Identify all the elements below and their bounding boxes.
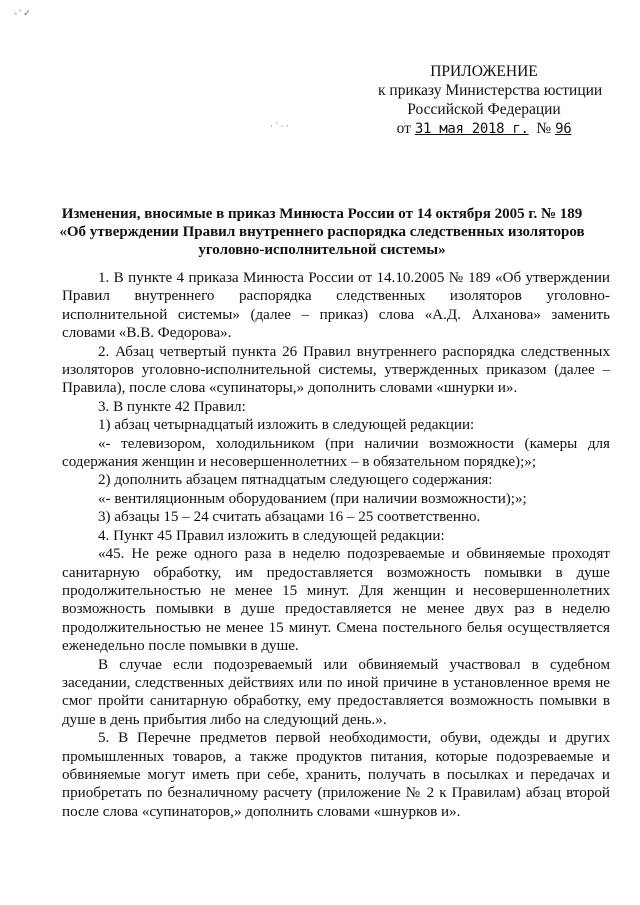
paragraph-quote-45: «45. Не реже одного раза в неделю подозреваемые и обвиняемые проходят санитарную обработку, им предоставляется возможность помывки в душе продолжительностью не менее 15 минут. Для женщин и несовершеннолетних возможность помывки в душе предоставляется не менее двух раз в неделю продолжительностью не менее 15 минут. Смена постельного белья осуществляется еженедельно после помывки в душе. (62, 546, 610, 655)
paragraph-item-4: 4. Пункт 45 Правил изложить в следующей редакции: (98, 527, 445, 544)
paragraph-sub-2: 2) дополнить абзацем пятнадцатым следующего содержания: (98, 472, 493, 489)
document-body (62, 269, 610, 821)
scan-mark-top-left: - ' ✓ (14, 8, 31, 18)
paragraph-item-1: 1. В пункте 4 приказа Минюста России от 14.10.2005 № 189 «Об утверждении Правил внутреннего распорядка следственных изоляторов уголовно-исполнительной системы» (далее – приказ) слова «А.Д. Алханова» заменить словами «В.В. Федорова». (62, 270, 610, 342)
appendix-header (378, 62, 603, 139)
order-number: 96 (555, 121, 572, 137)
paragraph-quote-ventilation: «- вентиляционным оборудованием (при наличии возможности);»; (98, 490, 527, 507)
title-line-3: уголовно-исполнительной системы» (198, 242, 446, 258)
scan-mark-middle: · ` · · (270, 121, 289, 131)
order-date: 31 мая 2018 г. (414, 121, 529, 137)
paragraph-item-2: 2. Абзац четвертый пункта 26 Правил внутреннего распорядка следственных изоляторов уголовно-исполнительной системы, утвержденных приказом (далее – Правила), после слова «супинаторы,» дополнить словами «шнурки и». (62, 343, 610, 397)
paragraph-item-5: 5. В Перечне предметов первой необходимости, обуви, одежды и других промышленных товаров, а также продуктов питания, которые подозреваемые и обвиняемые могут иметь при себе, хранить, получать в посылках и передачах и приобретать по безналичному расчету (приложение № 2 к Правилам) абзац второй после слова «супинаторов,» дополнить словами «шнурков и». (62, 730, 610, 820)
title-line-2: «Об утверждении Правил внутреннего распорядка следственных изоляторов (59, 224, 585, 240)
appendix-order-ref: к приказу Министерства юстиции (378, 82, 603, 99)
paragraph-sub-3: 3) абзацы 15 – 24 считать абзацами 16 – 25 соответственно. (98, 509, 481, 526)
order-from-label: от (396, 120, 411, 137)
title-line-1: Изменения, вносимые в приказ Минюста России от 14 октября 2005 г. № 189 (61, 206, 583, 222)
order-date-line (378, 119, 590, 139)
paragraph-item-3: 3. В пункте 42 Правил: (98, 398, 246, 415)
paragraph-sub-1: 1) абзац четырнадцатый изложить в следующей редакции: (98, 417, 475, 434)
order-number-label: № (536, 120, 552, 137)
document-title (58, 205, 586, 259)
appendix-label: ПРИЛОЖЕНИЕ (430, 63, 538, 80)
paragraph-quote-tv: «- телевизором, холодильником (при наличии возможности (камеры для содержания женщин и несовершеннолетних – в обязательном порядке);»; (62, 435, 610, 471)
paragraph-quote-45-cont: В случае если подозреваемый или обвиняемый участвовал в судебном заседании, следственных действиях или по иной причине в установленное время не смог пройти санитарную обработку, ему предоставляется возможность помывки в душе в день прибытия либо на следующий день.». (62, 656, 610, 728)
appendix-ministry: Российской Федерации (407, 101, 561, 118)
